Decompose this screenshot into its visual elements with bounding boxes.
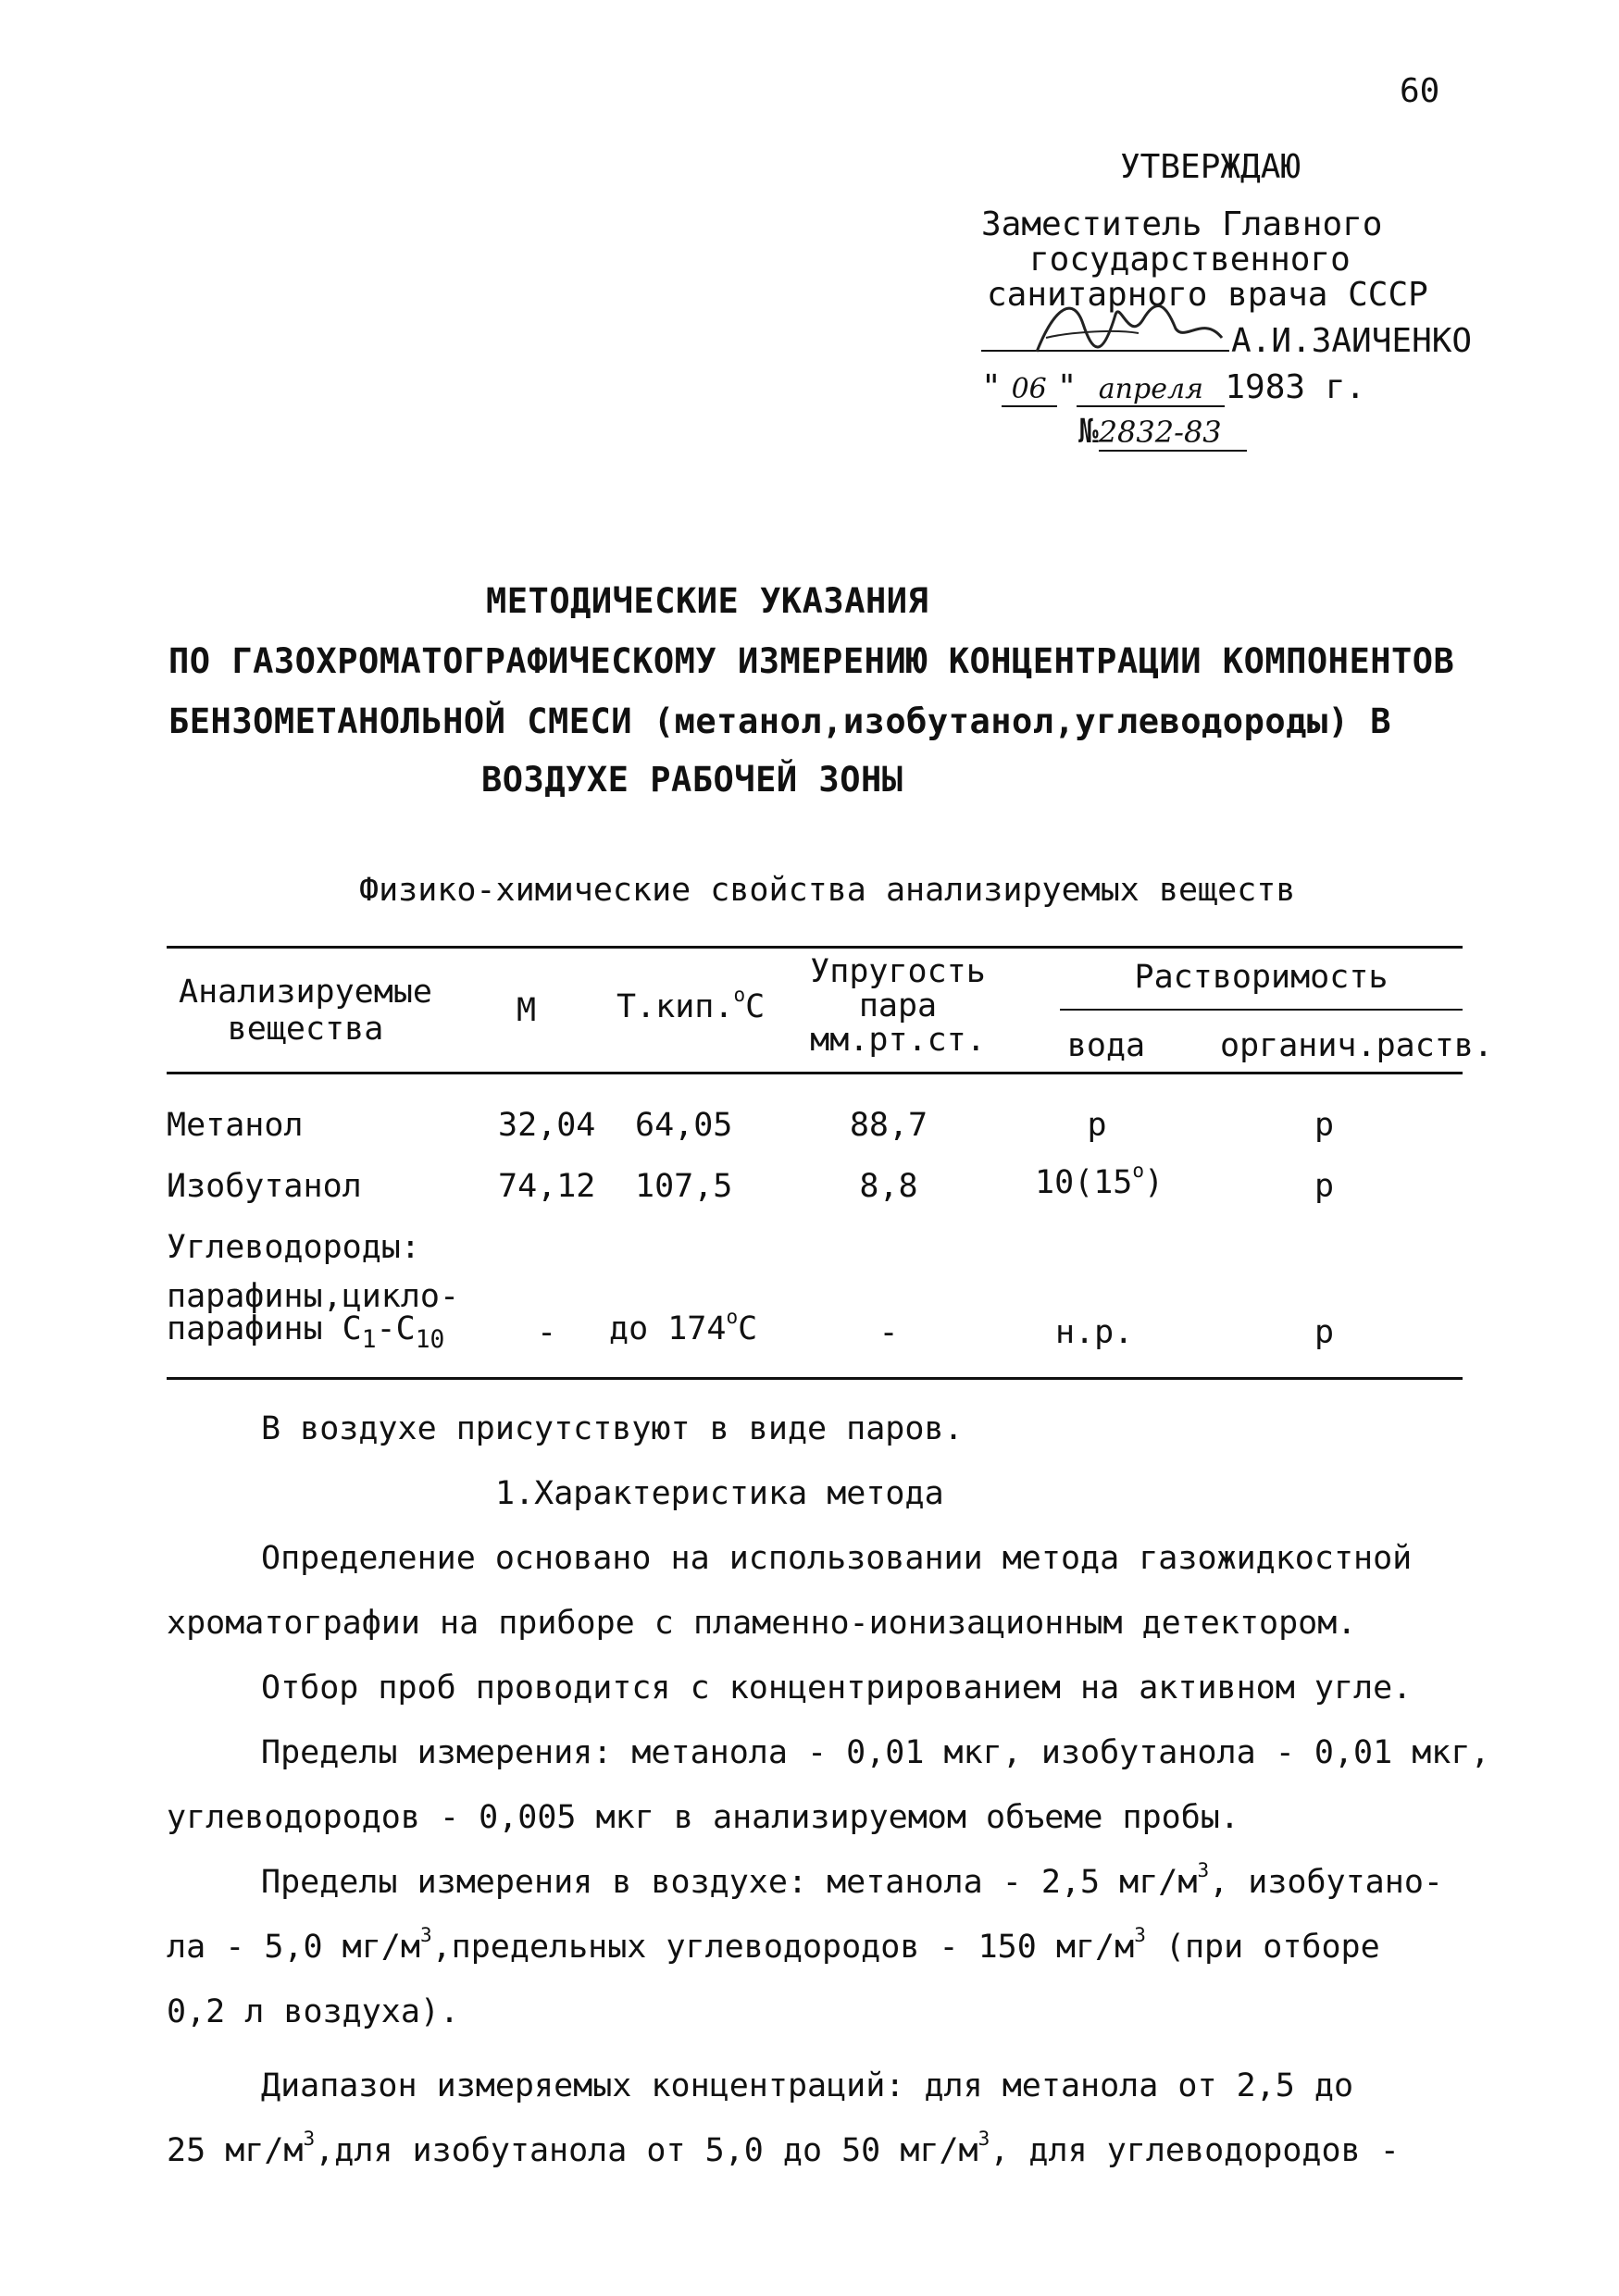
table-group-label: Углеводороды: xyxy=(167,1229,420,1266)
paragraph-range-line2: 25 $мг/м^3,для$ изобутанола от 5,0 до 50 $мг/м^3$, для углеводородов - xyxy=(167,2128,1400,2169)
paragraph-limits-line1: Пределы измерения: метанола - 0,01 мкг, изобутанола - 0,01 мкг, xyxy=(261,1734,1490,1771)
table-caption: Физико-химические свойства анализируемых веществ xyxy=(359,872,1296,909)
table-row-2-boil: 107,5 xyxy=(635,1168,733,1205)
approval-date: " 06 " апреля 1983 г. xyxy=(981,368,1366,406)
table-row-1-substance: Метанол xyxy=(167,1107,304,1144)
paragraph-range-line1: Диапазон измеряемых концентраций: для метанола от 2,5 до xyxy=(261,2067,1354,2104)
table-header-rule xyxy=(167,1072,1463,1074)
table-row-1-m: 32,04 xyxy=(498,1107,596,1144)
registration-number-value: 2832-83 xyxy=(1099,415,1247,452)
table-row-2-m: 74,12 xyxy=(498,1168,596,1205)
table-bottom-rule xyxy=(167,1377,1463,1380)
paragraph-air-limits-line1: Пределы измерения в воздухе: метанола - 2,5 $мг/м^3$, изобутано- xyxy=(261,1859,1443,1901)
header-water: вода xyxy=(1066,1027,1146,1064)
registration-number: №2832-83 xyxy=(1078,413,1247,452)
table-row-3-water: н.р. xyxy=(1055,1314,1134,1351)
table-row-3-m: - xyxy=(537,1314,557,1351)
date-year: 1983 г. xyxy=(1225,368,1366,406)
date-month: апреля xyxy=(1077,373,1225,407)
table-row-2-water: $10(15^о)$ xyxy=(1035,1160,1164,1201)
header-molar-mass: М xyxy=(517,992,537,1029)
page-number: 60 xyxy=(1400,72,1440,110)
date-day: 06 xyxy=(1002,373,1057,407)
paragraph-method-line2: хроматографии на приборе с пламенно-ионизационным детектором. xyxy=(167,1605,1357,1642)
title-line-2: ПО ГАЗОХРОМАТОГРАФИЧЕСКОМУ ИЗМЕРЕНИЮ КОНЦЕНТРАЦИИ КОМПОНЕНТОВ xyxy=(168,641,1455,681)
header-vapor-pressure: Упругость пара мм.рт.ст. xyxy=(810,953,986,1059)
table-row-1-water: р xyxy=(1087,1107,1107,1144)
paragraph-air-limits-line2: ла - 5,0 $мг/м^3,предельных$ углеводородов - 150 $мг/м^3$ (при отборе xyxy=(167,1924,1380,1966)
paragraph-sampling: Отбор проб проводится с концентрированием на активном угле. xyxy=(261,1669,1413,1706)
table-row-3-organic: р xyxy=(1314,1314,1335,1351)
table-row-1-vapor: 88,7 xyxy=(849,1107,928,1144)
approval-position-line1: Заместитель Главного xyxy=(981,205,1383,243)
header-solubility: Растворимость xyxy=(1134,959,1389,996)
title-line-4: ВОЗДУХЕ РАБОЧЕЙ ЗОНЫ xyxy=(481,760,903,800)
section-heading-method: 1.Характеристика метода xyxy=(495,1475,944,1512)
header-boiling-point: Т.кип.$^о$С xyxy=(616,984,766,1025)
paragraph-air-limits-line3: 0,2 л воздуха). xyxy=(167,1993,460,2030)
header-organic-solvent: органич.раств. xyxy=(1220,1027,1494,1064)
table-row-2-organic: р xyxy=(1314,1168,1335,1205)
table-row-1-boil: 64,05 xyxy=(635,1107,733,1144)
table-top-rule xyxy=(167,946,1463,949)
paragraph-method-line1: Определение основано на использовании метода газожидкостной xyxy=(261,1540,1413,1577)
signature-icon xyxy=(1027,287,1231,370)
paragraph-vapors: В воздухе присутствуют в виде паров. xyxy=(261,1410,964,1447)
table-row-3-substance: парафины,цикло- парафины $С_1-С_{10}$ xyxy=(167,1278,460,1355)
approval-position-line2: государственного xyxy=(1029,241,1351,279)
table-row-3-vapor: - xyxy=(878,1314,899,1351)
approval-heading: УТВЕРЖДАЮ xyxy=(1120,148,1301,186)
approval-position-line3: санитарного врача СССР xyxy=(987,276,1428,314)
table-row-1-organic: р xyxy=(1314,1107,1335,1144)
table-row-2-vapor: 8,8 xyxy=(859,1168,918,1205)
approver-name: А.И.ЗАИЧЕНКО xyxy=(1231,322,1473,360)
header-substance: Анализируемые вещества xyxy=(179,974,432,1048)
solubility-rule xyxy=(1060,1009,1463,1011)
title-line-1: МЕТОДИЧЕСКИЕ УКАЗАНИЯ xyxy=(486,581,929,621)
table-row-3-boil: до $174^оС$ xyxy=(609,1306,758,1347)
paragraph-limits-line2: углеводородов - 0,005 мкг в анализируемом объеме пробы. xyxy=(167,1799,1239,1836)
title-line-3: БЕНЗОМЕТАНОЛЬНОЙ СМЕСИ (метанол,изобутанол,углеводороды) В xyxy=(168,701,1392,741)
table-row-2-substance: Изобутанол xyxy=(167,1168,362,1205)
